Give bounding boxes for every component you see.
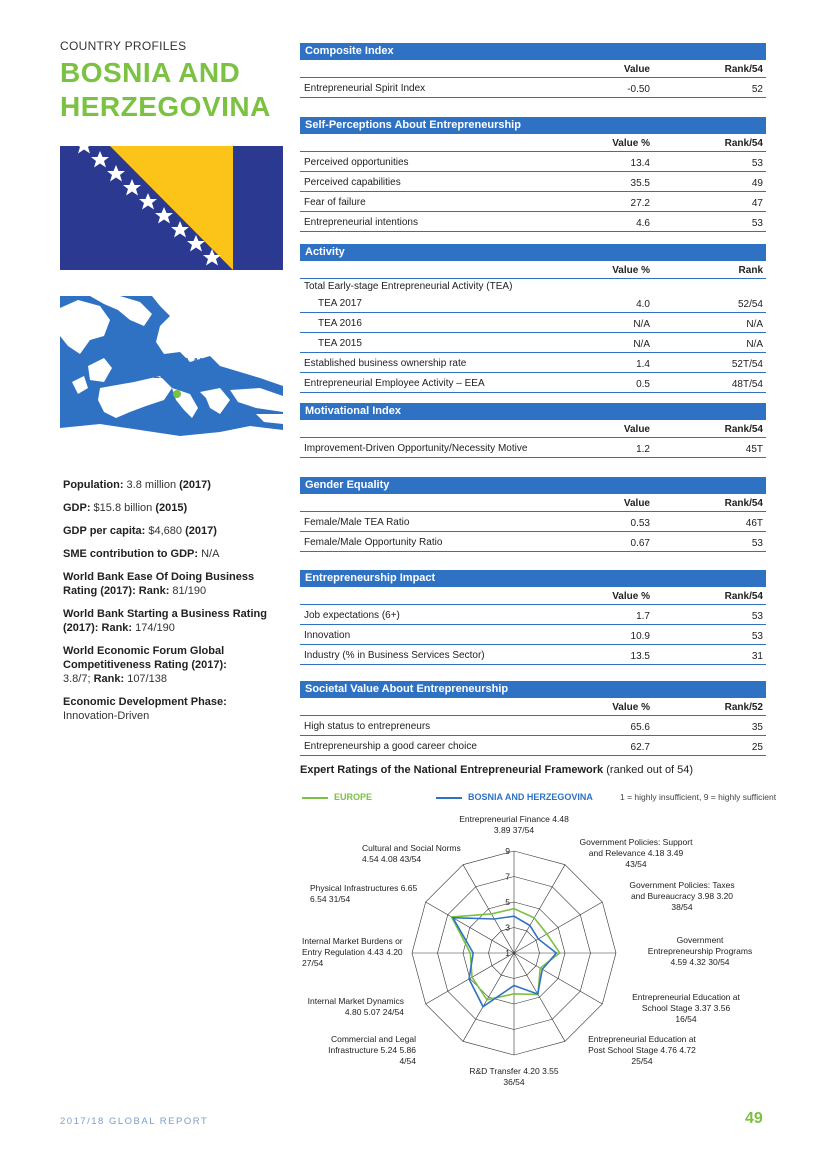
- table-row: Job expectations (6+) 1.7 53: [300, 605, 766, 625]
- country-facts: [63, 478, 288, 732]
- fact-sme: SME contribution to GDP: N/A: [63, 548, 220, 560]
- table-row: Entrepreneurial Spirit Index -0.50 52: [300, 78, 766, 98]
- page-kicker: COUNTRY PROFILES: [60, 39, 187, 53]
- radar-axis-label: Entrepreneurial Finance 4.48 3.89 37/54: [459, 814, 569, 835]
- column-header: Value Rank/54: [300, 420, 766, 438]
- fact-gdp-per-capita: GDP per capita: $4,680 (2017): [63, 525, 217, 537]
- table-row: TEA 2015 N/A N/A: [300, 333, 766, 353]
- radar-axis-label: Government Policies: Support and Relevance 4.18 3.49 43/54: [579, 837, 693, 869]
- table-row: Female/Male Opportunity Ratio 0.67 53: [300, 532, 766, 552]
- table-row: High status to entrepreneurs 65.6 35: [300, 716, 766, 736]
- radar-spoke: [514, 902, 602, 953]
- radar-axis-label: Entrepreneurial Education at School Stage 3.37 3.56 16/54: [632, 992, 740, 1024]
- bosnia-flag-image: [60, 146, 283, 270]
- section-title: Self-Perceptions About Entrepreneurship: [300, 117, 766, 134]
- country-title: [60, 56, 271, 124]
- section-title: Activity: [300, 244, 766, 261]
- legend-country-label: BOSNIA AND HERZEGOVINA: [468, 792, 593, 802]
- table-row: Established business ownership rate 1.4 52T/54: [300, 353, 766, 373]
- footer-report-name: 2017/18 GLOBAL REPORT: [60, 1116, 209, 1127]
- section-self-perceptions: [300, 117, 766, 232]
- page-number: 49: [745, 1110, 763, 1127]
- table-row-heading: Total Early-stage Entrepreneurial Activity (TEA): [304, 281, 513, 292]
- section-title: Motivational Index: [300, 403, 766, 420]
- fact-ease-of-business: World Bank Ease Of Doing Business Rating (2017): Rank: 81/190: [63, 571, 255, 597]
- radar-axis-label: R&D Transfer 4.20 3.55 36/54: [469, 1066, 559, 1087]
- fact-gdp: GDP: $15.8 billion (2015): [63, 502, 188, 514]
- table-row: TEA 2017 4.0 52/54: [300, 293, 766, 313]
- fact-development-phase: Economic Development Phase: Innovation-Driven: [63, 696, 227, 722]
- radar-spoke: [514, 953, 565, 1041]
- column-header: Value Rank/54: [300, 60, 766, 78]
- section-societal-value: [300, 681, 766, 756]
- country-title-line2: HERZEGOVINA: [60, 91, 271, 122]
- radar-axis-label: Government Policies: Taxes and Bureaucracy 3.98 3.20 38/54: [629, 880, 735, 912]
- table-row: Entrepreneurship a good career choice 62.7 25: [300, 736, 766, 756]
- section-entrepreneurship-impact: [300, 570, 766, 665]
- radar-axis-label: Government Entrepreneurship Programs 4.59 4.32 30/54: [647, 935, 753, 967]
- section-composite-index: [300, 43, 766, 98]
- table-row: Fear of failure 27.2 47: [300, 192, 766, 212]
- section-title: Societal Value About Entrepreneurship: [300, 681, 766, 698]
- radar-tick-label: 9: [505, 846, 510, 856]
- radar-tick-label: 5: [505, 897, 510, 907]
- table-row: Entrepreneurial intentions 4.6 53: [300, 212, 766, 232]
- column-header: Value Rank/54: [300, 494, 766, 512]
- column-header: Value % Rank/54: [300, 134, 766, 152]
- table-row: Perceived opportunities 13.4 53: [300, 152, 766, 172]
- radar-axis-label: Internal Market Dynamics 4.80 5.07 24/54: [307, 996, 404, 1017]
- radar-axis-label: Internal Market Burdens or Entry Regulation 4.43 4.20 27/54: [302, 936, 403, 968]
- fact-wef: World Economic Forum Global Competitiveness Rating (2017): 3.8/7; Rank: 107/138: [63, 645, 227, 685]
- legend-scale-note: 1 = highly insufficient, 9 = highly sufficient: [620, 792, 777, 802]
- table-row: Entrepreneurial Employee Activity – EEA 0.5 48T/54: [300, 373, 766, 393]
- fact-population: Population: 3.8 million (2017): [63, 479, 211, 491]
- expert-ratings-title: Expert Ratings of the National Entrepreneurial Framework (ranked out of 54): [300, 764, 694, 776]
- legend-europe-label: EUROPE: [334, 792, 373, 802]
- radar-spoke: [426, 902, 514, 953]
- country-title-line1: BOSNIA AND: [60, 57, 241, 88]
- radar-spoke: [514, 953, 602, 1004]
- table-row: Female/Male TEA Ratio 0.53 46T: [300, 512, 766, 532]
- europe-map: [60, 296, 283, 452]
- radar-tick-label: 7: [505, 871, 510, 882]
- radar-axis-label: Commercial and Legal Infrastructure 5.24 5.86 4/54: [328, 1034, 416, 1066]
- radar-axis-label: Physical Infrastructures 6.65 6.54 31/54: [310, 883, 418, 904]
- radar-axis-label: Cultural and Social Norms 4.54 4.08 43/54: [362, 843, 461, 864]
- legend-country-swatch: [436, 797, 462, 799]
- expert-ratings-radar-chart: [296, 808, 766, 1098]
- section-activity: [300, 244, 766, 393]
- radar-tick-label: 3: [505, 922, 510, 933]
- map-label-line2: HERZEGOVINA: [146, 370, 220, 381]
- legend-europe-swatch: [302, 797, 328, 799]
- fact-starting-business: World Bank Starting a Business Rating (2017): Rank: 174/190: [63, 608, 267, 634]
- column-header: Value % Rank/54: [300, 587, 766, 605]
- map-label-line1: BOSNIA AND: [151, 357, 214, 368]
- chart-legend: [302, 792, 777, 806]
- table-row: Improvement-Driven Opportunity/Necessity Motive 1.2 45T: [300, 438, 766, 458]
- column-header: Value % Rank: [300, 261, 766, 279]
- radar-tick-label: 1: [505, 948, 510, 958]
- section-title: Gender Equality: [300, 477, 766, 494]
- table-row: Perceived capabilities 35.5 49: [300, 172, 766, 192]
- section-title: Entrepreneurship Impact: [300, 570, 766, 587]
- radar-axis-label: Entrepreneurial Education at Post School Stage 4.76 4.72 25/54: [588, 1034, 696, 1066]
- section-title: Composite Index: [300, 43, 766, 60]
- column-header: Value % Rank/52: [300, 698, 766, 716]
- table-row: Industry (% in Business Services Sector) 13.5 31: [300, 645, 766, 665]
- table-row: TEA 2016 N/A N/A: [300, 313, 766, 333]
- section-motivational-index: [300, 403, 766, 458]
- section-gender-equality: [300, 477, 766, 552]
- table-row: Innovation 10.9 53: [300, 625, 766, 645]
